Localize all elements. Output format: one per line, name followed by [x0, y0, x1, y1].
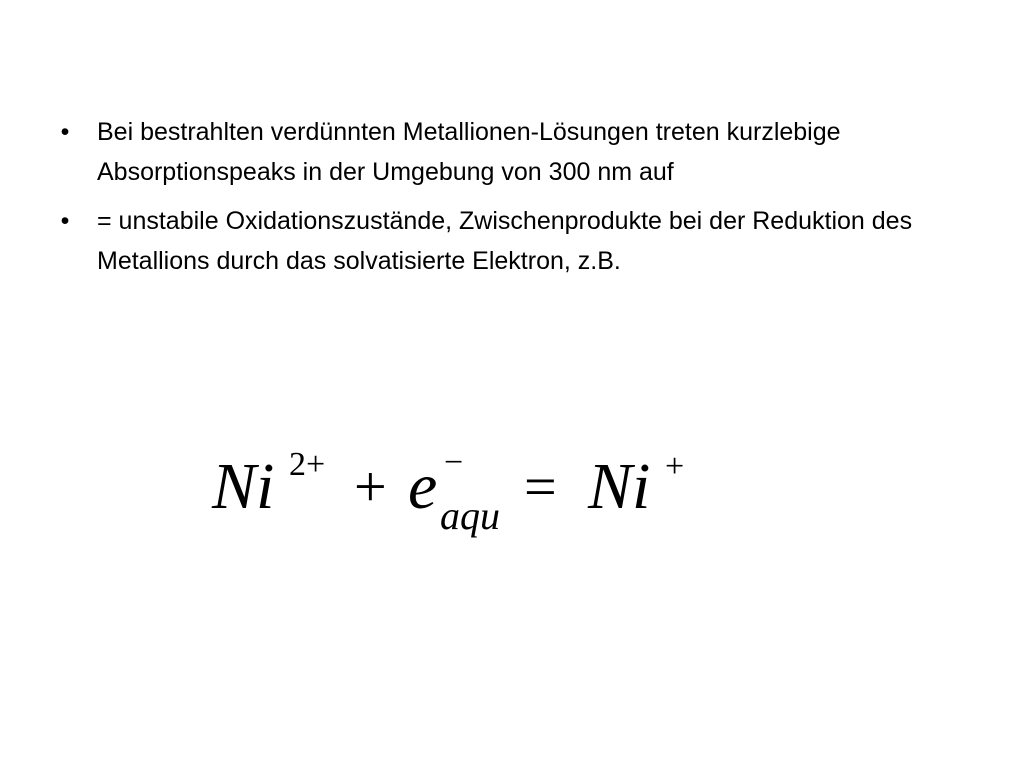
lhs-species: Ni [212, 450, 275, 523]
bullet-item-1 [55, 112, 955, 192]
electron-charge: − [444, 444, 464, 481]
bullet-marker: • [60, 207, 70, 235]
bullet-text: = unstabile Oxidationszustände, Zwischenprodukte bei der Reduktion des Metallions durch das solvatisierte Elektron, z.B. [97, 207, 913, 275]
electron-symbol: e [408, 450, 438, 523]
plus-sign: + [354, 454, 387, 519]
electron-subscript: aqu [440, 493, 500, 538]
bullet-marker: • [60, 118, 70, 146]
reaction-equation [212, 440, 732, 550]
bullet-text: Bei bestrahlten verdünnten Metallionen-Lösungen treten kurzlebige Absorptionspeaks in der Umgebung von 300 nm auf [97, 118, 841, 186]
bullet-item-2 [55, 201, 955, 281]
bullet-list [55, 112, 955, 290]
rhs-charge: + [665, 448, 685, 485]
rhs-species: Ni [588, 450, 651, 523]
lhs-charge: 2+ [289, 446, 326, 483]
equals-sign: = [524, 454, 557, 519]
